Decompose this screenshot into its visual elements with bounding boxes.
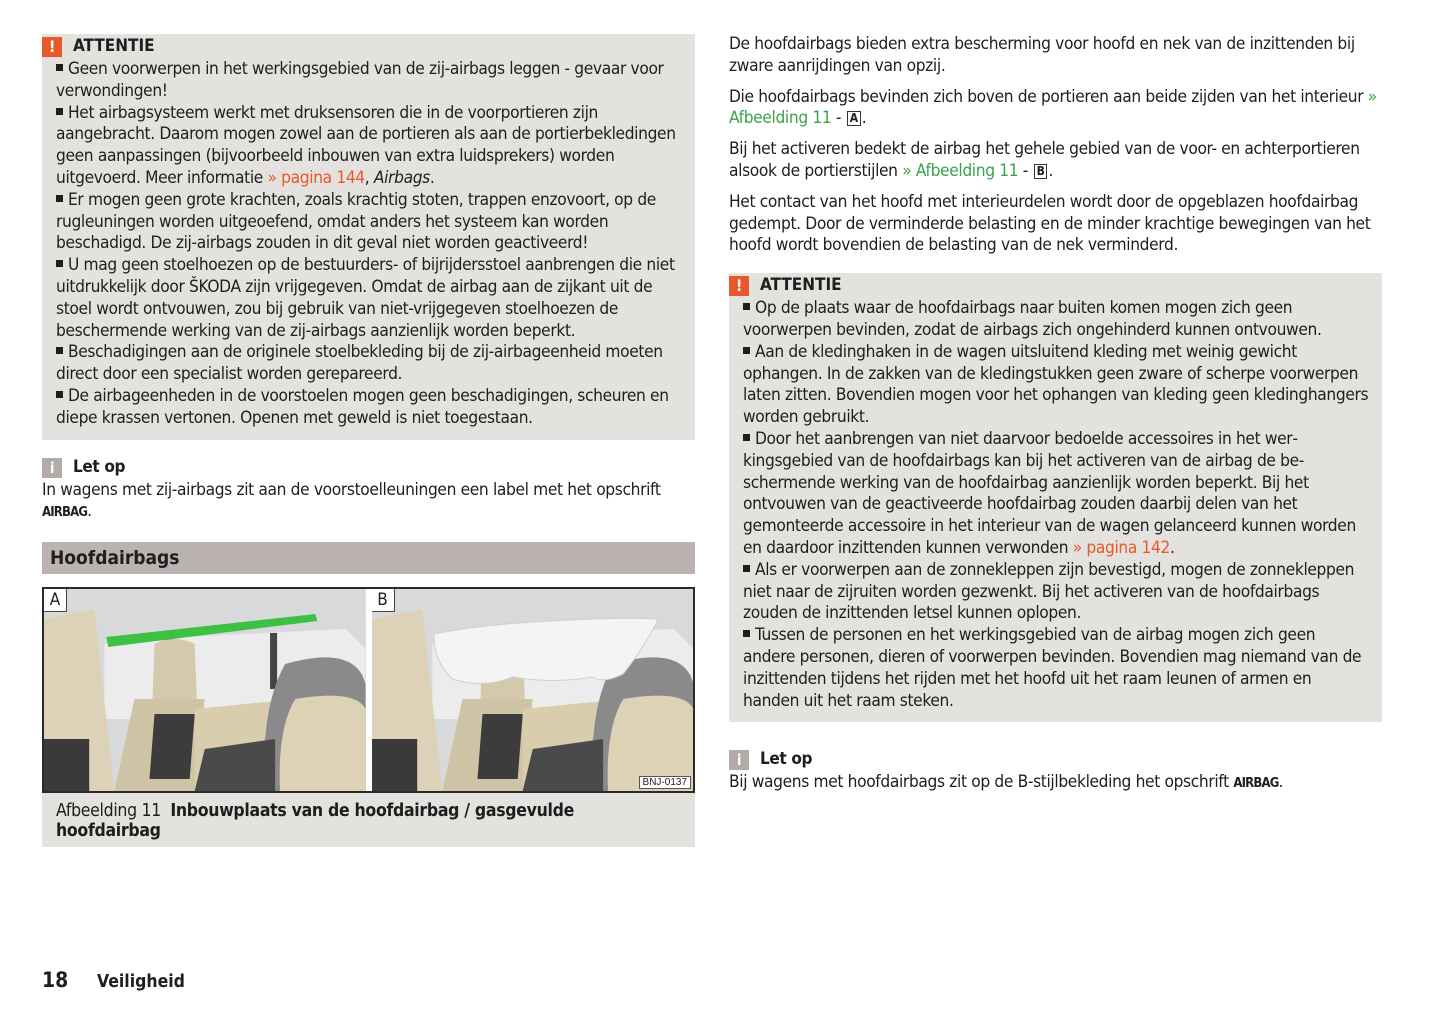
- bullet-square-icon: [56, 347, 63, 354]
- panel-label-b: B: [372, 589, 395, 612]
- warning-item: Op de plaats waar de hoofdairbags naar buiten komen mogen zich geen voorwerpen bevinden, zodat de airbags zich ongehinderd kunnen ontvouwen.: [743, 298, 1322, 340]
- warning-item: De airbageenheden in de voorstoelen mogen geen beschadigingen, scheuren en diepe krassen vertonen. Openen met geweld is niet toegestaan.: [56, 385, 669, 428]
- section-heading-hoofdairbags: Hoofdairbags: [42, 542, 695, 574]
- figure-caption: [42, 793, 695, 847]
- warning-item: Door het aanbrengen van niet daarvoor bedoelde accessoires in het werkingsgebied van de hoofdairbags kan bij het activeren van de airbag de beschermende werking van de hoofdairbag aanzienlijk worden beperkt. Bij het ontvouwen van de geactiveerde hoofdairbag zouden daarbij delen van het gemonteerde accessoire in het interieur van de wagen gelanceerd kunnen worden en daardoor inzittenden kunnen verwonden » pagina 142.: [743, 428, 1356, 558]
- airbag-label-word: AIRBAG: [1233, 776, 1279, 792]
- airbag-label-word: AIRBAG: [42, 505, 88, 521]
- warning-item: Aan de kledinghaken in de wagen uitsluitend kleding met weinig gewicht ophangen. In de zakken van de kledingstukken geen zware of scherpe voorwerpen laten zitten. Bovendien mogen voor het ophangen van kleding geen kledinghangers worden gebruikt.: [743, 341, 1369, 428]
- warning-box-header: [735, 273, 1370, 298]
- info-icon: i: [42, 458, 62, 478]
- bullet-square-icon: [56, 195, 63, 202]
- warning-box-side-airbags: [42, 34, 695, 440]
- figure-caption-text: Inbouwplaats van de hoofdairbag / gasgevulde hoofdairbag: [56, 801, 574, 842]
- note-text: Bij wagens met hoofdairbags zit op de B-stijlbekleding het opschrift AIRBAG.: [729, 772, 1284, 793]
- note-header: [42, 456, 695, 480]
- figure-11: [42, 587, 695, 847]
- info-icon: i: [729, 750, 749, 770]
- figure-number: Afbeelding 11: [56, 801, 161, 822]
- ref-box-b: B: [1034, 164, 1048, 179]
- page-number: 18: [42, 968, 69, 992]
- warning-box-head-airbags: [729, 273, 1382, 722]
- warning-item: Beschadigingen aan de originele stoelbekleding bij de zij-airbageenheid moeten direct door een specialist worden gerepareerd.: [56, 342, 663, 385]
- bullet-square-icon: [56, 108, 63, 115]
- bullet-square-icon: [56, 260, 63, 267]
- page-link-144[interactable]: » pagina 144: [267, 167, 365, 188]
- figure-code: BNJ-0137: [639, 776, 691, 789]
- bullet-square-icon: [56, 391, 63, 398]
- bullet-square-icon: [743, 303, 750, 310]
- warning-item: Het airbagsysteem werkt met druksensoren die in de voorportieren zijn aangebracht. Daarom mogen zowel aan de portieren als aan de portierbekledingen geen aanpassingen (bijvoorbeeld inbouwen van extra luidsprekers) worden uitgevoerd. Meer informatie » pagina 144, Airbags.: [56, 102, 676, 188]
- footer-section-name: Veiligheid: [97, 972, 185, 992]
- warning-item: Als er voorwerpen aan de zonnekleppen zijn bevestigd, mogen de zonnekleppen niet naar de zijruiten worden gezwenkt. Bij het activeren van de hoofdairbags zouden de inzittenden letsel kunnen oplopen.: [743, 559, 1355, 624]
- note-title: Let op: [760, 749, 813, 770]
- figure-link-11b[interactable]: » Afbeelding 11: [902, 160, 1019, 181]
- warning-title: ATTENTIE: [760, 275, 842, 296]
- car-interior-illustration-a: [44, 589, 366, 791]
- page-footer: [42, 968, 185, 992]
- warning-box-header: [48, 34, 683, 59]
- warning-title: ATTENTIE: [73, 36, 155, 57]
- warning-exclamation-icon: !: [42, 37, 62, 57]
- panel-label-a: A: [44, 589, 67, 612]
- paragraph: De hoofdairbags bieden extra bescherming voor hoofd en nek van de inzittenden bij zware aanrijdingen van opzij.: [729, 34, 1355, 76]
- note-header: [729, 748, 1382, 772]
- paragraph: Het contact van het hoofd met interieurdelen wordt door de opgeblazen hoofdairbag gedempt. Door de verminderde belasting en de minder krachtige bewegingen van het hoofd wordt bovendien de belasting van de nek verminderd.: [729, 191, 1371, 256]
- warning-item: Geen voorwerpen in het werkingsgebied van de zij-airbags leggen - gevaar voor verwondingen!: [56, 59, 664, 101]
- right-column: [729, 34, 1382, 795]
- airbags-reference: Airbags: [373, 167, 430, 188]
- warning-item: Tussen de personen en het werkingsgebied van de airbag mogen zich geen andere personen, dieren of voorwerpen bevinden. Bovendien mag niemand van de inzittenden tijdens het rijden met het hoofd uit het raam leunen of armen en handen uit het raam steken.: [743, 625, 1362, 711]
- bullet-square-icon: [743, 565, 750, 572]
- warning-exclamation-icon: !: [729, 276, 749, 296]
- warning-item: Er mogen geen grote krachten, zoals krachtig stoten, trappen enzovoort, op de rugleuningen worden uitgeoefend, omdat anders het systeem kan worden beschadigd. De zij-airbags zouden in dit geval niet worden geactiveerd!: [56, 189, 656, 254]
- figure-images: [42, 587, 695, 793]
- note-title: Let op: [73, 456, 126, 477]
- paragraph: Die hoofdairbags bevinden zich boven de portieren aan beide zijden van het interieur » Afbeelding 11 - A .: [729, 86, 1377, 129]
- figure-link-11a[interactable]: » Afbeelding 11: [729, 86, 1377, 129]
- bullet-square-icon: [56, 64, 63, 71]
- note-text: In wagens met zij-airbags zit aan de voorstoelleuningen een label met het opschrift AIRBAG.: [42, 479, 661, 522]
- bullet-square-icon: [743, 630, 750, 637]
- figure-panel-b: [366, 589, 694, 791]
- ref-box-a: A: [847, 111, 861, 126]
- figure-panel-a: [44, 589, 366, 791]
- page-link-142[interactable]: » pagina 142: [1072, 537, 1171, 558]
- bullet-square-icon: [743, 434, 750, 441]
- warning-item: U mag geen stoelhoezen op de bestuurders- of bijrijdersstoel aanbrengen die niet uitdrukkelijk door ŠKODA zijn vrijgegeven. Omdat de airbag aan de zijkant uit de stoel wordt ontvouwen, zou bij gebruik van niet-vrijgegeven stoelhoezen de beschermende werking van de zij-airbags aanzienlijk worden beperkt.: [56, 255, 675, 341]
- paragraph: Bij het activeren bedekt de airbag het gehele gebied van de voor- en achterportieren alsook de portierstijlen » Afbeelding 11 - B .: [729, 139, 1360, 181]
- left-column: [42, 34, 695, 847]
- car-interior-illustration-b: [372, 589, 694, 791]
- bullet-square-icon: [743, 347, 750, 354]
